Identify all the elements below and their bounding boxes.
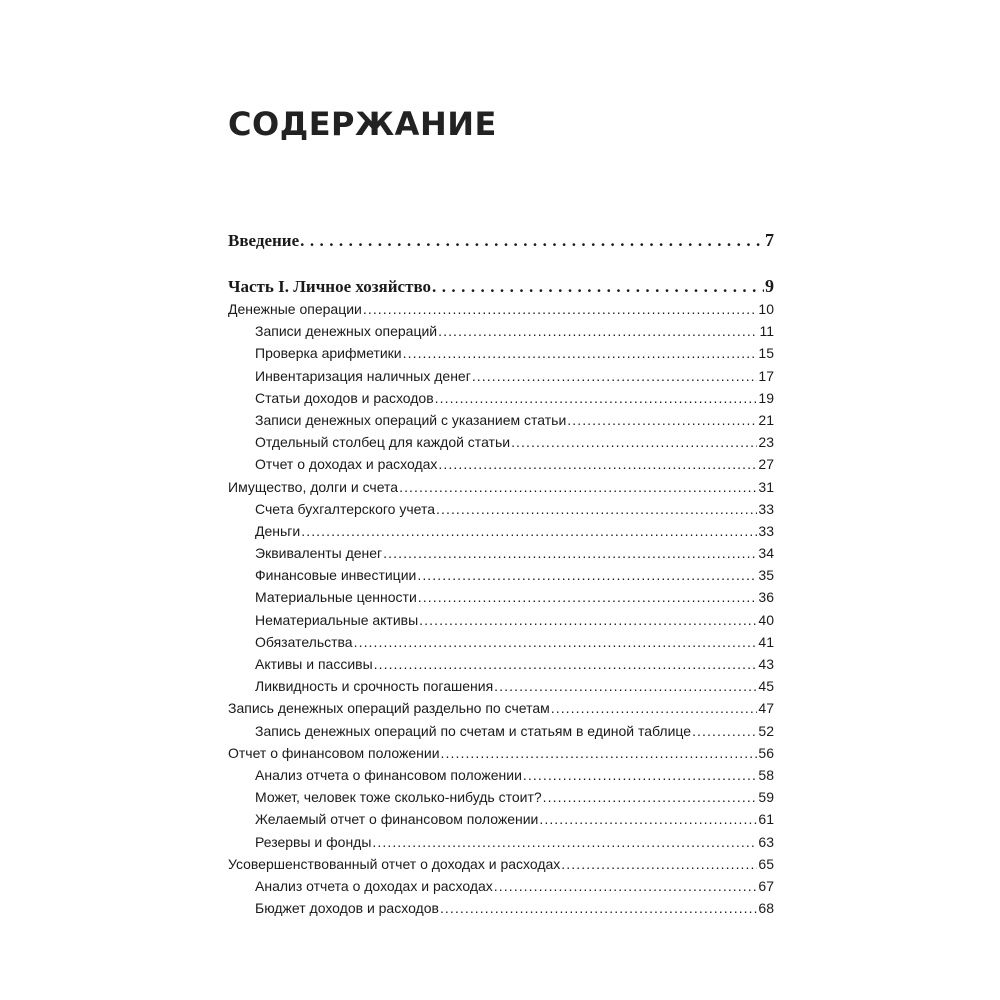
toc-entry[interactable]	[228, 808, 774, 830]
toc-entry-title: Может, человек тоже сколько-нибудь стоит?	[255, 789, 542, 806]
dot-leader	[438, 320, 758, 342]
toc-entry-page-number: 40	[758, 611, 774, 628]
dot-leader	[494, 875, 758, 897]
toc-entry-title: Часть I. Личное хозяйство	[228, 277, 432, 296]
toc-entry-page-number: 56	[758, 744, 774, 761]
toc-entry-title: Анализ отчета о финансовом положении	[255, 766, 522, 783]
dot-leader	[539, 808, 757, 830]
toc-entry[interactable]	[228, 631, 774, 653]
toc-entry[interactable]	[228, 875, 774, 897]
toc-entry-title: Финансовые инвестиции	[255, 567, 417, 584]
toc-entry[interactable]	[228, 342, 774, 364]
dot-leader	[417, 564, 757, 586]
toc-entry[interactable]	[228, 365, 774, 387]
toc-entry-title: Отдельный столбец для каждой статьи	[255, 434, 511, 451]
toc-entry-page-number: 27	[758, 456, 774, 473]
dot-leader	[567, 409, 757, 431]
toc-entry-page-number: 58	[758, 766, 774, 783]
toc-entry-title: Усовершенствованный отчет о доходах и расходах	[228, 855, 561, 872]
toc-entry[interactable]	[228, 387, 774, 409]
dot-leader	[363, 298, 758, 320]
toc-entry[interactable]	[228, 320, 774, 342]
dot-leader	[372, 831, 757, 853]
dot-leader	[374, 653, 758, 675]
toc-entry-title: Отчет о доходах и расходах	[255, 456, 438, 473]
toc-entry-page-number: 17	[758, 367, 774, 384]
toc-entry-title: Счета бухгалтерского учета	[255, 500, 435, 517]
toc-entry-title: Запись денежных операций по счетам и статьям в единой таблице	[255, 722, 692, 739]
toc-entry-page-number: 35	[758, 567, 774, 584]
toc-entry-page-number: 36	[758, 589, 774, 606]
toc-entry-title: Имущество, долги и счета	[228, 478, 399, 495]
toc-entry[interactable]	[228, 542, 774, 564]
toc-entry-page-number: 7	[765, 230, 774, 250]
toc-entry[interactable]	[228, 274, 774, 298]
toc-entry-page-number: 33	[758, 522, 774, 539]
toc-entry-title: Денежные операции	[228, 301, 362, 317]
toc-entry[interactable]	[228, 453, 774, 475]
table-of-contents	[228, 228, 774, 919]
toc-entry[interactable]	[228, 764, 774, 786]
toc-entry[interactable]	[228, 498, 774, 520]
toc-entry-title: Инвентаризация наличных денег	[255, 367, 471, 384]
dot-leader	[435, 387, 758, 409]
toc-entry-page-number: 41	[758, 633, 774, 650]
dot-leader	[523, 764, 758, 786]
toc-entry-title: Бюджет доходов и расходов	[255, 900, 439, 917]
toc-entry-title: Отчет о финансовом положении	[228, 744, 440, 761]
toc-entry-title: Введение	[228, 231, 300, 250]
dot-leader	[441, 742, 758, 764]
section-gap	[228, 252, 774, 274]
toc-entry-page-number: 23	[758, 434, 774, 451]
toc-entry-title: Резервы и фонды	[255, 833, 372, 850]
toc-entry-page-number: 52	[758, 722, 774, 739]
toc-entry-page-number: 10	[758, 301, 774, 317]
toc-entry[interactable]	[228, 586, 774, 608]
toc-entry-page-number: 61	[758, 811, 774, 828]
toc-entry-title: Нематериальные активы	[255, 611, 419, 628]
toc-entry[interactable]	[228, 520, 774, 542]
dot-leader	[543, 786, 758, 808]
toc-entry-title: Материальные ценности	[255, 589, 417, 606]
dot-leader	[438, 453, 757, 475]
toc-entry[interactable]	[228, 697, 774, 719]
toc-entry-page-number: 67	[758, 877, 774, 894]
dot-leader	[511, 431, 757, 453]
toc-entry-title: Ликвидность и срочность погашения	[255, 678, 494, 695]
toc-entry-page-number: 19	[758, 389, 774, 406]
toc-entry[interactable]	[228, 742, 774, 764]
dot-leader	[472, 365, 758, 387]
toc-entry[interactable]	[228, 298, 774, 320]
toc-entry-title: Записи денежных операций с указанием статьи	[255, 411, 567, 428]
toc-entry[interactable]	[228, 564, 774, 586]
toc-entry[interactable]	[228, 675, 774, 697]
toc-entry-page-number: 43	[758, 656, 774, 672]
toc-entry[interactable]	[228, 831, 774, 853]
toc-entry-page-number: 65	[758, 855, 774, 872]
toc-entry-title: Статьи доходов и расходов	[255, 389, 434, 406]
toc-entry[interactable]	[228, 897, 774, 919]
dot-leader	[418, 586, 758, 608]
toc-entry-page-number: 45	[758, 678, 774, 695]
toc-entry-title: Деньги	[255, 522, 301, 539]
page-title: СОДЕРЖАНИЕ	[228, 105, 497, 143]
dot-leader	[561, 853, 757, 875]
dot-leader	[494, 675, 757, 697]
dot-leader	[354, 631, 758, 653]
dot-leader	[551, 697, 758, 719]
toc-entry[interactable]	[228, 653, 774, 675]
toc-entry[interactable]	[228, 720, 774, 742]
toc-entry-title: Проверка арифметики	[255, 345, 402, 362]
toc-entry-page-number: 15	[758, 345, 774, 362]
toc-entry[interactable]	[228, 409, 774, 431]
toc-entry-title: Эквиваленты денег	[255, 545, 383, 562]
toc-entry-page-number: 31	[758, 478, 774, 495]
toc-entry[interactable]	[228, 476, 774, 498]
toc-entry[interactable]	[228, 431, 774, 453]
toc-entry-page-number: 68	[758, 900, 774, 917]
toc-entry-title: Желаемый отчет о финансовом положении	[255, 811, 539, 828]
dot-leader	[432, 275, 764, 299]
toc-entry-page-number: 21	[758, 411, 774, 428]
dot-leader	[436, 498, 757, 520]
toc-entry-page-number: 47	[758, 700, 774, 717]
toc-entry[interactable]	[228, 853, 774, 875]
dot-leader	[440, 897, 757, 919]
dot-leader	[692, 720, 757, 742]
toc-entry-title: Анализ отчета о доходах и расходах	[255, 877, 493, 894]
toc-entry-title: Активы и пассивы	[255, 656, 373, 672]
toc-entry[interactable]	[228, 609, 774, 631]
toc-entry-page-number: 59	[758, 789, 774, 806]
dot-leader	[300, 229, 764, 253]
toc-entry[interactable]	[228, 228, 774, 252]
toc-entry-page-number: 9	[765, 276, 774, 296]
toc-entry-page-number: 11	[759, 323, 774, 340]
toc-entry-title: Обязательства	[255, 633, 353, 650]
dot-leader	[403, 342, 758, 364]
dot-leader	[301, 520, 757, 542]
toc-entry-page-number: 33	[758, 500, 774, 517]
toc-entry-title: Запись денежных операций раздельно по счетам	[228, 700, 550, 717]
dot-leader	[383, 542, 757, 564]
toc-entry-page-number: 34	[758, 545, 774, 562]
toc-entry-page-number: 63	[758, 833, 774, 850]
toc-entry[interactable]	[228, 786, 774, 808]
dot-leader	[399, 476, 757, 498]
toc-entry-title: Записи денежных операций	[255, 323, 438, 340]
dot-leader	[419, 609, 757, 631]
